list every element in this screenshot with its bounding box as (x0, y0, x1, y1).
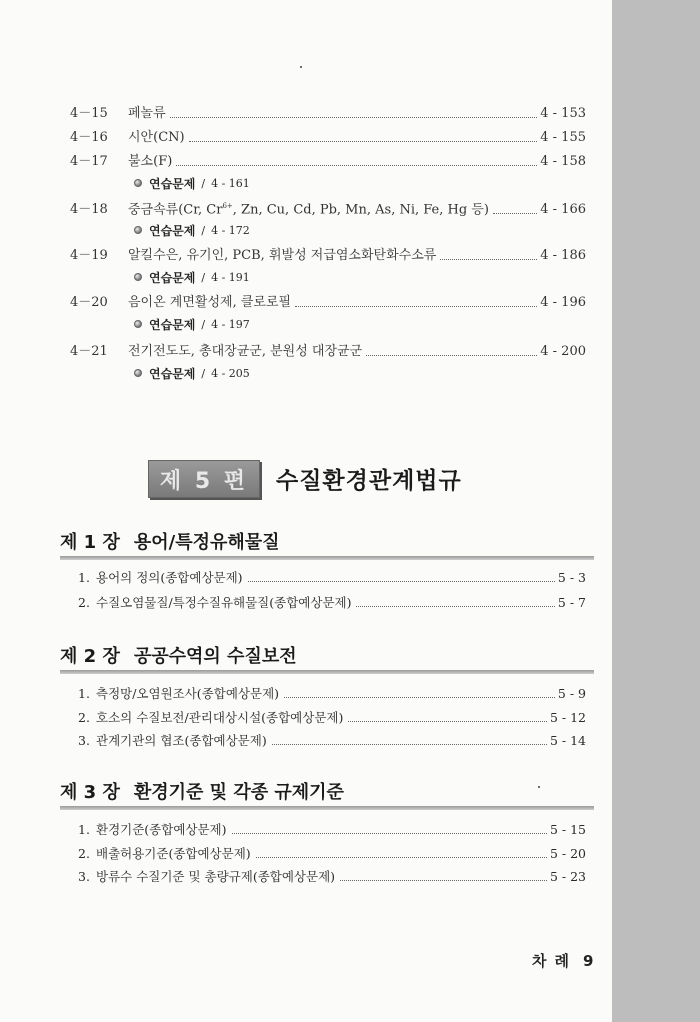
page-number: 9 (582, 952, 594, 970)
section-item[interactable] (78, 682, 586, 702)
section-number: 2. (78, 710, 90, 725)
exercise-link[interactable] (134, 315, 250, 333)
toc-item-number: 4－16 (70, 130, 108, 145)
toc-item-page: 4 - 196 (540, 295, 586, 310)
toc-item-page: 4 - 166 (540, 202, 586, 217)
chapter-heading[interactable] (60, 780, 594, 810)
toc-item-page: 4 - 200 (540, 344, 586, 359)
toc-item[interactable] (70, 291, 586, 311)
section-title: 수질오염물질/특정수질유해물질(종합예상문제) (96, 595, 352, 610)
bullet-icon (134, 369, 142, 377)
section-number: 2. (78, 595, 90, 610)
chapter-title: 용어/특정유해물질 (133, 532, 280, 553)
section-page: 5 - 12 (549, 710, 586, 725)
section-page: 5 - 9 (557, 686, 586, 701)
section-page: 5 - 14 (549, 733, 586, 748)
section-page: 5 - 7 (557, 595, 586, 610)
exercise-page: 4 - 172 (211, 223, 250, 237)
exercise-label: 연습문제 (149, 223, 196, 238)
section-page: 5 - 23 (549, 869, 586, 884)
section-title: 환경기준(종합예상문제) (96, 822, 227, 837)
section-item[interactable] (78, 842, 586, 862)
section-page: 5 - 20 (549, 846, 586, 861)
side-margin-strip (612, 0, 700, 1022)
section-number: 3. (78, 733, 90, 748)
dot-leader (170, 117, 538, 118)
bullet-icon (134, 179, 142, 187)
section-title: 관계기관의 협조(종합예상문제) (96, 733, 267, 748)
section-title: 측정망/오염원조사(종합예상문제) (96, 686, 280, 701)
dot-leader (272, 744, 547, 745)
exercise-link[interactable] (134, 221, 250, 239)
exercise-label: 연습문제 (149, 366, 196, 381)
dot-leader (440, 259, 537, 260)
toc-item-page: 4 - 155 (540, 130, 586, 145)
dot-leader (232, 833, 547, 834)
section-item[interactable] (78, 729, 586, 749)
section-item[interactable] (78, 591, 586, 611)
exercise-separator: / (201, 176, 206, 190)
toc-item-title: 페놀류 (128, 106, 166, 121)
toc-item[interactable] (70, 198, 586, 218)
section-number: 3. (78, 869, 90, 884)
chapter-title: 공공수역의 수질보전 (133, 646, 297, 667)
part-title: 수질환경관계법규 (276, 468, 462, 494)
section-number: 1. (78, 686, 90, 701)
toc-item-number: 4－19 (70, 248, 108, 263)
section-number: 1. (78, 822, 90, 837)
chapter-rule (60, 556, 594, 560)
toc-item-title: 중금속류(Cr, $Cr^{6+}$, Zn, Cu, Cd, Pb, Mn, As, Ni, Fe, Hg 등) (128, 201, 489, 217)
exercise-separator: / (201, 317, 206, 331)
exercise-page: 4 - 205 (211, 366, 250, 380)
section-number: 1. (78, 570, 90, 585)
section-item[interactable] (78, 566, 586, 586)
toc-item[interactable] (70, 102, 586, 122)
dot-leader (295, 306, 537, 307)
toc-item[interactable] (70, 126, 586, 146)
dot-leader (366, 355, 537, 356)
section-number: 2. (78, 846, 90, 861)
exercise-label: 연습문제 (149, 317, 196, 332)
toc-item-number: 4－15 (70, 106, 108, 121)
toc-item-title: 불소(F) (128, 154, 173, 169)
exercise-page: 4 - 191 (211, 270, 250, 284)
chapter-number: 제 3 장 (60, 782, 120, 803)
toc-item-page: 4 - 186 (540, 248, 586, 263)
toc-item-number: 4－20 (70, 295, 108, 310)
dot-leader (284, 697, 555, 698)
dot-leader (348, 721, 547, 722)
dot-leader (189, 141, 538, 142)
part-label-box (148, 460, 260, 498)
section-item[interactable] (78, 865, 586, 885)
dot-leader (256, 857, 547, 858)
exercise-label: 연습문제 (149, 176, 196, 191)
section-title: 호소의 수질보전/관리대상시설(종합예상문제) (96, 710, 344, 725)
stray-dot (300, 66, 302, 68)
section-item[interactable] (78, 818, 586, 838)
chapter-title: 환경기준 및 각종 규제기준 (133, 782, 344, 803)
bullet-icon (134, 273, 142, 281)
section-title: 용어의 정의(종합예상문제) (96, 570, 243, 585)
toc-item-number: 4－17 (70, 154, 108, 169)
chapter-number: 제 2 장 (60, 646, 120, 667)
toc-item-number: 4－18 (70, 202, 108, 217)
toc-item[interactable] (70, 244, 586, 264)
section-title: 배출허용기준(종합예상문제) (96, 846, 251, 861)
section-page: 5 - 3 (557, 570, 586, 585)
chapter-rule (60, 670, 594, 674)
exercise-link[interactable] (134, 268, 250, 286)
dot-leader (176, 165, 537, 166)
section-title: 방류수 수질기준 및 총량규제(종합예상문제) (96, 869, 336, 884)
toc-item[interactable] (70, 340, 586, 360)
exercise-separator: / (201, 270, 206, 284)
exercise-separator: / (201, 366, 206, 380)
bullet-icon (134, 226, 142, 234)
section-page: 5 - 15 (549, 822, 586, 837)
part-label: 제 5 편 (159, 468, 249, 494)
toc-item-title: 알킬수은, 유기인, PCB, 휘발성 저급염소화탄화수소류 (128, 248, 437, 263)
bullet-icon (134, 320, 142, 328)
toc-item-page: 4 - 153 (540, 106, 586, 121)
toc-item[interactable] (70, 150, 586, 170)
footer-label: 차례 (532, 952, 577, 970)
chapter-heading[interactable] (60, 644, 594, 674)
toc-item-number: 4－21 (70, 344, 108, 359)
dot-leader (248, 581, 555, 582)
toc-item-page: 4 - 158 (540, 154, 586, 169)
chapter-heading[interactable] (60, 530, 594, 560)
toc-item-title: 전기전도도, 총대장균군, 분원성 대장균군 (128, 344, 363, 359)
chapter-rule (60, 806, 594, 810)
exercise-link[interactable] (134, 364, 250, 382)
dot-leader (340, 880, 547, 881)
section-item[interactable] (78, 706, 586, 726)
toc-item-title: 음이온 계면활성제, 클로로필 (128, 295, 292, 310)
exercise-page: 4 - 197 (211, 317, 250, 331)
page-footer (532, 950, 593, 971)
exercise-label: 연습문제 (149, 270, 196, 285)
dot-leader (493, 213, 537, 214)
dot-leader (356, 606, 554, 607)
exercise-link[interactable] (134, 174, 250, 192)
exercise-page: 4 - 161 (211, 176, 250, 190)
toc-item-title: 시안(CN) (128, 130, 185, 145)
exercise-separator: / (201, 223, 206, 237)
chapter-number: 제 1 장 (60, 532, 120, 553)
